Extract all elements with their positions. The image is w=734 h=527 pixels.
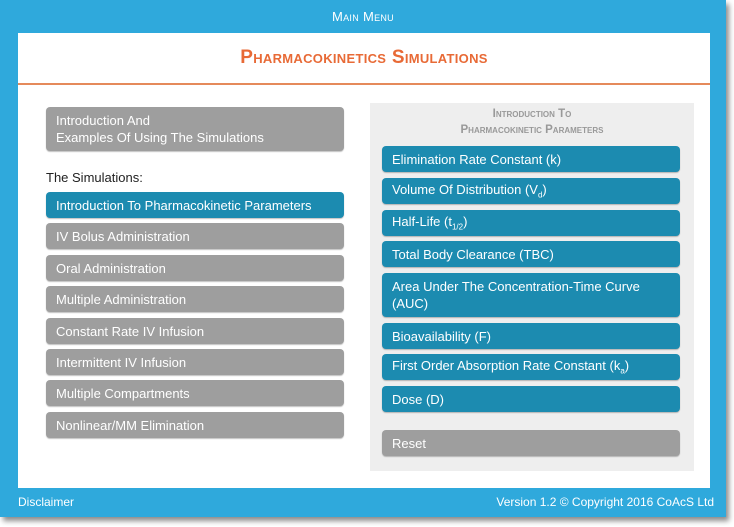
disclaimer-link[interactable]: Disclaimer xyxy=(18,495,75,509)
auc-line1: Area Under The Concentration-Time Curve xyxy=(392,279,640,294)
ka-label: First Order Absorption Rate Constant $(k_a)$ xyxy=(392,358,630,376)
intro-examples-line1: Introduction And xyxy=(56,113,150,128)
volume-of-distribution-button[interactable] xyxy=(382,178,680,204)
version-copyright: Version 1.2 © Copyright 2016 CoAcS Ltd xyxy=(496,495,714,509)
panel-title-line1: Introduction To xyxy=(492,108,572,120)
sim-oral-administration-button[interactable]: Oral Administration xyxy=(46,255,344,281)
main-content xyxy=(18,33,710,488)
first-order-absorption-rate-button[interactable] xyxy=(382,354,680,380)
pk-parameters-panel xyxy=(370,103,694,471)
reset-button[interactable]: Reset xyxy=(382,430,680,456)
auc-button[interactable] xyxy=(382,273,680,317)
bioavailability-button[interactable]: Bioavailability (F) xyxy=(382,323,680,349)
panel-title xyxy=(370,106,694,138)
intro-examples-button[interactable] xyxy=(46,107,344,151)
sim-nonlinear-mm-elimination-button[interactable]: Nonlinear/MM Elimination xyxy=(46,412,344,438)
panel-title-line2: Pharmacokinetic Parameters xyxy=(460,124,604,136)
intro-examples-line2: Examples Of Using The Simulations xyxy=(56,130,264,145)
sim-intermittent-iv-infusion-button[interactable]: Intermittent IV Infusion xyxy=(46,349,344,375)
sim-multiple-compartments-button[interactable]: Multiple Compartments xyxy=(46,380,344,406)
sim-multiple-administration-button[interactable]: Multiple Administration xyxy=(46,286,344,312)
sim-constant-rate-iv-infusion-button[interactable]: Constant Rate IV Infusion xyxy=(46,318,344,344)
vd-label: Volume Of Distribution $(V_d)$ xyxy=(392,182,547,200)
window-title: Main Menu xyxy=(332,9,394,24)
auc-line2: (AUC) xyxy=(392,296,429,311)
page-title: Pharmacokinetics Simulations xyxy=(240,47,488,68)
simulations-label: The Simulations: xyxy=(46,170,143,185)
page-header xyxy=(18,33,710,85)
half-life-button[interactable] xyxy=(382,210,680,236)
half-life-label: Half-Life $(t_{1/2})$ xyxy=(392,214,468,232)
elimination-rate-constant-button[interactable]: Elimination Rate Constant (k) xyxy=(382,146,680,172)
sim-intro-pk-parameters-button[interactable]: Introduction To Pharmacokinetic Parameters xyxy=(46,192,344,218)
sim-iv-bolus-button[interactable]: IV Bolus Administration xyxy=(46,223,344,249)
total-body-clearance-button[interactable]: Total Body Clearance (TBC) xyxy=(382,241,680,267)
dose-button[interactable]: Dose (D) xyxy=(382,386,680,412)
